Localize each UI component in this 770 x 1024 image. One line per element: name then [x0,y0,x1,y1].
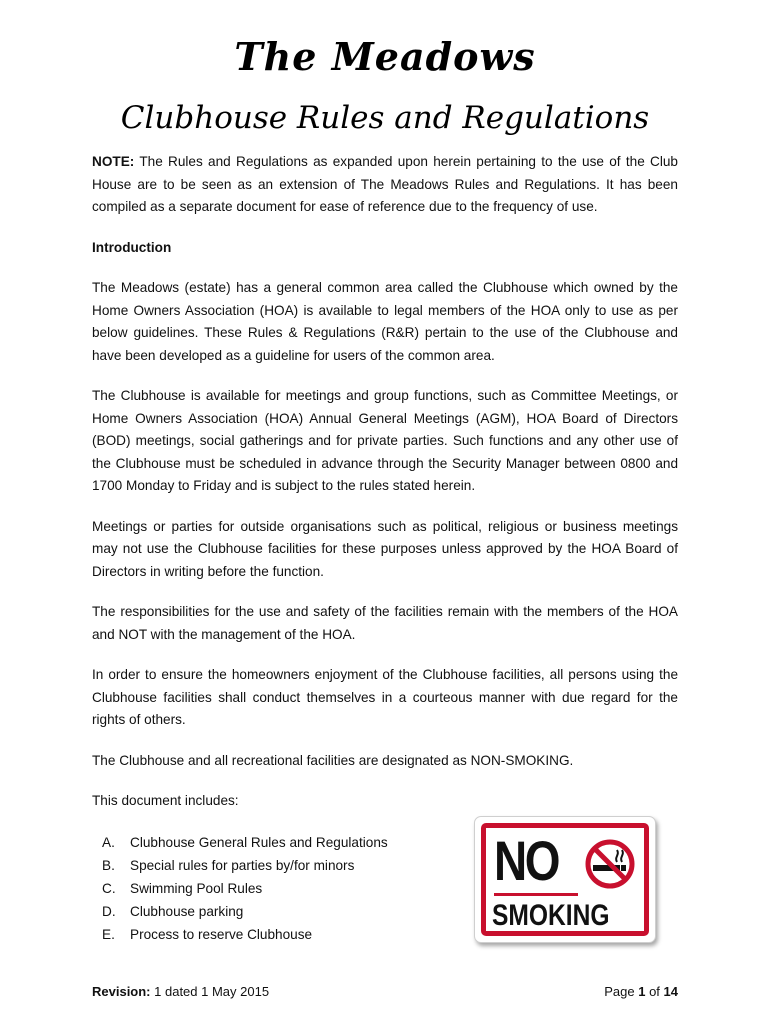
document-title: The Meadows [234,34,536,79]
list-item-letter: A. [102,834,115,850]
revision-label: Revision: [92,984,151,999]
note-paragraph [92,151,678,219]
note-text: The Rules and Regulations as expanded upon herein pertaining to the use of the Club House are to be seen as an extension of The Meadows Rules and Regulations. It has been compiled as a separate document for ease of reference due to the frequency of use. [92,154,678,214]
page-current: 1 [638,984,646,999]
no-smoking-icon [584,838,636,890]
list-item-text: Swimming Pool Rules [130,880,263,896]
sign-no-text: NO [494,829,558,892]
page-prefix: Page [604,984,635,999]
page-total: 14 [663,984,678,999]
page-of: of [649,984,660,999]
list-item-text: Clubhouse General Rules and Regulations [130,834,388,850]
list-item-text: Process to reserve Clubhouse [130,926,313,942]
intro-paragraph-4: The responsibilities for the use and safety of the facilities remain with the members of the HOA and NOT with the management of the HOA. [92,604,678,642]
revision-footer [92,984,269,999]
list-item-letter: C. [102,880,116,896]
intro-paragraph-3: Meetings or parties for outside organisations such as political, religious or business meetings may not use the Clubhouse facilities for these purposes unless approved by the HOA Board of Directors in writing before the function. [92,518,678,579]
sign-border [481,823,649,936]
sign-divider [494,893,578,896]
list-item-letter: D. [102,903,116,919]
intro-paragraph-5: In order to ensure the homeowners enjoyment of the Clubhouse facilities, all persons using the Clubhouse facilities shall conduct themselves in a courteous manner with due regard for the rights of others. [92,667,678,727]
introduction-heading: Introduction [92,239,172,255]
revision-text: 1 dated 1 May 2015 [154,984,270,999]
list-item-letter: E. [102,926,115,942]
note-label: NOTE: [92,154,135,169]
list-item-letter: B. [102,857,115,873]
intro-paragraph-1: The Meadows (estate) has a general common area called the Clubhouse which owned by the Home Owners Association (HOA) is available to legal members of the HOA only to use as per below guidelines. These Rules & Regulations (R&R) pertain to the use of the Clubhouse and have been developed as a guideline for users of the common area. [92,280,678,363]
page-number-footer [604,984,678,999]
intro-paragraph-2: The Clubhouse is available for meetings and group functions, such as Committee Meetings, or Home Owners Association (HOA) Annual General Meetings (AGM), HOA Board of Directors (BOD) meetings, social gatherings and for private parties. Such functions and any other use of the Clubhouse must be scheduled in advance through the Security Manager between 0800 and 1700 Monday to Friday and is subject to the rules stated herein. [92,388,678,493]
document-subtitle: Clubhouse Rules and Regulations [120,100,650,136]
list-item-text: Special rules for parties by/for minors [130,857,355,873]
no-smoking-sign [474,816,656,943]
list-item-text: Clubhouse parking [130,903,244,919]
sign-smoking-text: SMOKING [492,899,610,932]
intro-paragraph-6: The Clubhouse and all recreational facilities are designated as NON-SMOKING. [92,752,574,768]
intro-paragraph-7: This document includes: [92,793,239,808]
